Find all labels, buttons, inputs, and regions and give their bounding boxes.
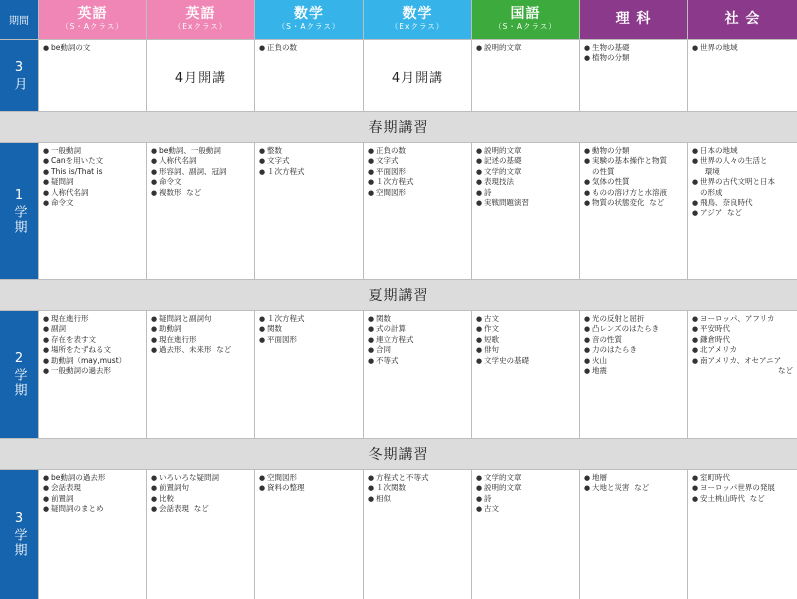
topic-list: [43, 314, 142, 376]
topic-item: ● 式の計算: [368, 324, 467, 334]
topic-item: ● 詩: [476, 188, 575, 198]
topic-item: ● 前置詞: [43, 494, 142, 504]
topic-list: [476, 146, 575, 208]
topic-item: ● 場所をたずねる文: [43, 345, 142, 355]
topic-item: ● 世界の古代文明と日本: [692, 177, 793, 187]
term-band: [0, 112, 797, 142]
topic-list: [476, 314, 575, 366]
topic-list: [584, 473, 683, 494]
topic-cell: [688, 470, 797, 599]
topic-cell: [580, 470, 687, 599]
topic-item: ● Canを用いた文: [43, 156, 142, 166]
subject-name: 数学: [402, 6, 433, 22]
topic-item: ● 地震: [584, 366, 683, 376]
topic-item: ● 人称代名詞: [151, 156, 250, 166]
topic-item: ● 存在を表す文: [43, 335, 142, 345]
topic-item: ● 文字式: [368, 156, 467, 166]
topic-item: ● いろいろな疑問詞: [151, 473, 250, 483]
subject-header: [580, 0, 687, 39]
topic-item: ● 合同: [368, 345, 467, 355]
topic-item: ● 文学的文章: [476, 167, 575, 177]
topic-item: ● 助動詞（may,must）: [43, 356, 142, 366]
topic-list: [692, 146, 793, 219]
topic-cell: [255, 40, 363, 111]
topic-item: ● 関数: [368, 314, 467, 324]
topic-item: ● １次方程式: [259, 314, 359, 324]
topic-item: ● 説明的文章: [476, 43, 575, 53]
subject-class: （Exクラス）: [390, 22, 445, 31]
topic-cell: [688, 311, 797, 438]
topic-item: ● 北アメリカ: [692, 345, 793, 355]
topic-cell: [472, 470, 579, 599]
topic-item: ● 形容詞、副詞、冠詞: [151, 167, 250, 177]
topic-item: ● 平面図形: [259, 335, 359, 345]
period-label-cell: [0, 143, 38, 279]
topic-cell: [39, 143, 146, 279]
topic-item: ● 日本の地域: [692, 146, 793, 156]
period-label-cell: [0, 470, 38, 599]
topic-item: ● 世界の地域: [692, 43, 793, 53]
topic-item: ● 一般動詞の過去形: [43, 366, 142, 376]
topic-item: ● １次方程式: [259, 167, 359, 177]
topic-item: ● 整数: [259, 146, 359, 156]
topic-item: ● 命令文: [151, 177, 250, 187]
period-label: 1学期: [11, 187, 27, 235]
topic-item: ● 表現技法: [476, 177, 575, 187]
subject-name: 理 科: [615, 11, 652, 27]
topic-list: [584, 314, 683, 376]
topic-item: ● 生物の基礎: [584, 43, 683, 53]
topic-cell: [255, 143, 363, 279]
topic-item: ● 短歌: [476, 335, 575, 345]
topic-item: ● 不等式: [368, 356, 467, 366]
topic-item: ● 正負の数: [368, 146, 467, 156]
topic-item: ● ヨーロッパ世界の発展: [692, 483, 793, 493]
topic-cell: [472, 311, 579, 438]
topic-item: ● 安土桃山時代 など: [692, 494, 793, 504]
topic-list: [43, 473, 142, 515]
topic-item: ● 室町時代: [692, 473, 793, 483]
topic-item: ● 現在進行形: [43, 314, 142, 324]
period-label: 2学期: [11, 351, 27, 398]
subject-header: [472, 0, 579, 39]
topic-item: ● 人称代名詞: [43, 188, 142, 198]
topic-item: ● 物質の状態変化 など: [584, 198, 683, 208]
topic-item: ● 相似: [368, 494, 467, 504]
topic-item: ● 動物の分類: [584, 146, 683, 156]
topic-cell: [364, 143, 471, 279]
topic-item: ● 副詞: [43, 324, 142, 334]
topic-item: ● 力のはたらき: [584, 345, 683, 355]
term-label: 冬期講習: [368, 447, 429, 463]
topic-list: [476, 43, 575, 53]
topic-cell: [580, 311, 687, 438]
topic-cell: [39, 311, 146, 438]
topic-list: [259, 473, 359, 494]
topic-cell: [580, 143, 687, 279]
topic-cell: [39, 470, 146, 599]
subject-header: [364, 0, 471, 39]
topic-cell: [364, 470, 471, 599]
topic-list: [476, 473, 575, 515]
topic-list: [43, 146, 142, 208]
topic-item: ● 実戦問題演習: [476, 198, 575, 208]
topic-list: [368, 314, 467, 366]
topic-cell: [472, 143, 579, 279]
topic-item: ● 凸レンズのはたらき: [584, 324, 683, 334]
subject-class: （S・Aクラス）: [277, 22, 341, 31]
course-start-note: 4月開講: [391, 71, 444, 86]
topic-item: ● 光の反射と屈折: [584, 314, 683, 324]
topic-item: ● 過去形、未来形 など: [151, 345, 250, 355]
topic-item: ● 助動詞: [151, 324, 250, 334]
term-band: [0, 280, 797, 310]
topic-item: ● 記述の基礎: [476, 156, 575, 166]
topic-item: ● 連立方程式: [368, 335, 467, 345]
topic-list: [692, 473, 793, 504]
topic-item: ● 一般動詞: [43, 146, 142, 156]
period-header-label: 期間: [9, 16, 29, 27]
topic-list: [259, 146, 359, 177]
topic-item: ● 俳句: [476, 345, 575, 355]
topic-item: ● 実験の基本操作と物質: [584, 156, 683, 166]
topic-item: ● 大地と災害 など: [584, 483, 683, 493]
subject-header: [255, 0, 363, 39]
term-label: 夏期講習: [368, 288, 429, 304]
topic-list: [584, 43, 683, 64]
topic-item: ● 世界の人々の生活と: [692, 156, 793, 166]
subject-header: [147, 0, 254, 39]
term-band: [0, 439, 797, 469]
topic-cell: [147, 311, 254, 438]
topic-item: ● be動詞の過去形: [43, 473, 142, 483]
subject-class: （S・Aクラス）: [61, 22, 124, 31]
topic-list: [259, 314, 359, 345]
subject-name: 数学: [294, 6, 324, 22]
topic-item: ● 関数: [259, 324, 359, 334]
topic-item: ● 会話表現 など: [151, 504, 250, 514]
topic-item: ● be動詞、一般動詞: [151, 146, 250, 156]
topic-item: ● 詩: [476, 494, 575, 504]
topic-cell: [580, 40, 687, 111]
topic-item: の形成: [700, 187, 723, 197]
topic-item: ● 会話表現: [43, 483, 142, 493]
topic-cell: [364, 40, 471, 111]
period-header-cell: [0, 0, 38, 39]
topic-item: ● 気体の性質: [584, 177, 683, 187]
topic-item: の性質: [592, 166, 615, 176]
topic-item: ● 古文: [476, 314, 575, 324]
period-label-cell: [0, 40, 38, 111]
topic-item: ● 疑問詞のまとめ: [43, 504, 142, 514]
topic-list: [151, 314, 250, 356]
topic-item: ● 命令文: [43, 198, 142, 208]
topic-cell: [147, 470, 254, 599]
topic-list: [368, 473, 467, 504]
topic-item: ● 複数形 など: [151, 188, 250, 198]
topic-item: ● 地層: [584, 473, 683, 483]
topic-item: ● 平安時代: [692, 324, 793, 334]
subject-name: 英語: [185, 6, 216, 22]
topic-cell: [472, 40, 579, 111]
period-label: 3学期: [11, 511, 27, 558]
topic-item: ● 疑問詞と副詞句: [151, 314, 250, 324]
topic-item: ● 資料の整理: [259, 483, 359, 493]
topic-cell: [364, 311, 471, 438]
topic-cell: [147, 40, 254, 111]
topic-item: ● 文字式: [259, 156, 359, 166]
topic-cell: [255, 470, 363, 599]
topic-item: ● 説明的文章: [476, 483, 575, 493]
topic-item: ● 前置詞句: [151, 483, 250, 493]
topic-item: ● 文学的文章: [476, 473, 575, 483]
topic-list: [692, 43, 793, 53]
topic-list: [259, 43, 359, 53]
topic-item: ● 南アメリカ、オセアニア: [692, 356, 793, 366]
topic-cell: [255, 311, 363, 438]
topic-item: ● 飛鳥、奈良時代: [692, 198, 793, 208]
topic-item: ● ヨーロッパ、アフリカ: [692, 314, 793, 324]
topic-item: など: [778, 366, 793, 376]
topic-item: ● 説明的文章: [476, 146, 575, 156]
course-start-note: 4月開講: [174, 71, 227, 86]
topic-item: ● 現在進行形: [151, 335, 250, 345]
topic-item: 環境: [700, 166, 720, 176]
subject-name: 国語: [510, 6, 541, 22]
topic-list: [692, 314, 793, 376]
period-label-cell: [0, 311, 38, 438]
topic-list: [368, 146, 467, 198]
topic-item: ● 火山: [584, 356, 683, 366]
topic-item: ● 鎌倉時代: [692, 335, 793, 345]
topic-list: [584, 146, 683, 208]
topic-item: ● 作文: [476, 324, 575, 334]
topic-item: ● 植物の分類: [584, 53, 683, 63]
topic-item: ● 空間図形: [368, 188, 467, 198]
topic-item: ● アジア など: [692, 208, 793, 218]
topic-item: ● 文学史の基礎: [476, 356, 575, 366]
topic-item: ● 平面図形: [368, 167, 467, 177]
topic-item: ● This is/That is: [43, 167, 142, 177]
topic-item: ● １次関数: [368, 483, 467, 493]
subject-header: [688, 0, 797, 39]
topic-item: ● 正負の数: [259, 43, 359, 53]
topic-cell: [688, 143, 797, 279]
period-label: 3月: [11, 59, 27, 92]
subject-class: （Exクラス）: [173, 22, 228, 31]
topic-list: [151, 146, 250, 198]
subject-name: 英語: [77, 6, 108, 22]
subject-name: 社 会: [724, 11, 761, 27]
topic-item: ● 比較: [151, 494, 250, 504]
topic-item: ● 方程式と不等式: [368, 473, 467, 483]
subject-class: （S・Aクラス）: [494, 22, 557, 31]
topic-cell: [147, 143, 254, 279]
topic-item: ● 空間図形: [259, 473, 359, 483]
topic-list: [43, 43, 142, 53]
topic-item: ● １次方程式: [368, 177, 467, 187]
topic-item: ● ものの溶け方と水溶液: [584, 188, 683, 198]
topic-item: ● 古文: [476, 504, 575, 514]
topic-item: ● 疑問詞: [43, 177, 142, 187]
topic-cell: [39, 40, 146, 111]
topic-item: ● be動詞の文: [43, 43, 142, 53]
topic-cell: [688, 40, 797, 111]
subject-header: [39, 0, 146, 39]
topic-item: ● 音の性質: [584, 335, 683, 345]
term-label: 春期講習: [368, 120, 429, 136]
topic-list: [151, 473, 250, 515]
